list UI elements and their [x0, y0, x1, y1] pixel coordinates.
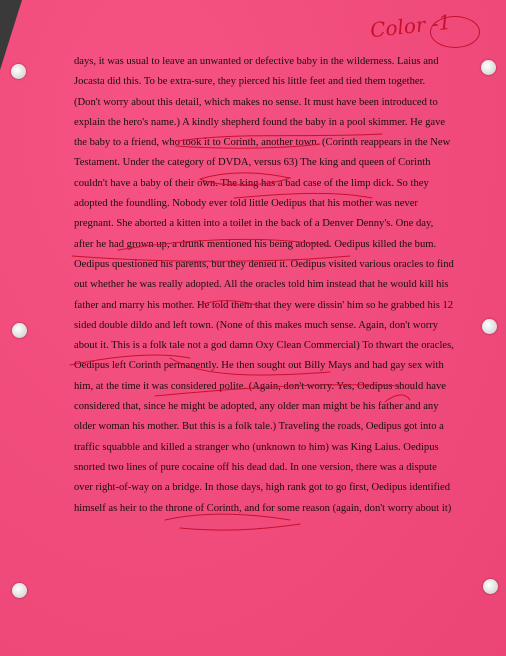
text-line: snorted two lines of pure cocaine off his dead dad. In one version, there was a dispute	[74, 461, 437, 473]
text-line: Jocasta did this. To be extra-sure, they pierced his little feet and tied them together.	[74, 76, 426, 88]
text-line: adopted the foundling. Nobody ever told little Oedipus that his mother was never	[74, 198, 418, 210]
text-line: Oedipus left Corinth permanently. He then sought out Billy Mays and had gay sex with	[74, 360, 444, 372]
text-line: couldn't have a baby of their own. The king has a bad case of the limp dick. So they	[74, 177, 429, 189]
text-line: about it. This is a folk tale not a god damn Oxy Clean Commercial) To thwart the oracles,	[74, 340, 454, 352]
text-line: (Don't worry about this detail, which makes no sense. It must have been introduced to	[74, 96, 438, 108]
text-line: father and marry his mother. He told them that they were dissin' him so he grabbed his 12	[74, 299, 454, 311]
text-line: older woman his mother. But this is a folk tale.) Traveling the roads, Oedipus got into a	[74, 421, 444, 433]
text-line: himself as heir to the throne of Corinth, and for some reason (again, don't worry about it)	[74, 502, 452, 514]
text-line: sided double dildo and left town. (None of this makes much sense. Again, don't worry	[74, 319, 439, 331]
text-line: pregnant. She aborted a kitten into a toilet in the back of a Denver Denny's. One day,	[74, 218, 434, 230]
text-line: after he had grown up, a drunk mentioned his being adopted. Oedipus killed the bum.	[74, 238, 437, 250]
text-line: explain the hero's name.) A kindly shepherd found the baby in a pool skimmer. He gave	[74, 116, 446, 128]
text-line: Testament. Under the category of DVDA, versus 63) The king and queen of Corinth	[74, 157, 431, 169]
text-line: out whether he was really adopted. All the oracles told him instead that he would kill his	[74, 279, 449, 291]
text-line: him, at the time it was considered polite. (Again, don't worry. Yes, Oedipus should have	[74, 380, 446, 392]
text-line: Oedipus questioned his parents, but they denied it. Oedipus visited various oracles to find	[74, 258, 454, 270]
grade-mark: Color -1	[368, 9, 453, 43]
text-line: considered that, since he might be adopted, any older man might be his father and any	[74, 401, 439, 413]
text-line: traffic squabble and killed a stranger who (unknown to him) was King Laius. Oedipus	[74, 441, 439, 453]
text-line: days, it was usual to leave an unwanted or defective baby in the wilderness. Laius and	[74, 56, 439, 67]
text-line: the baby to a friend, who took it to Corinth, another town. (Corinth reappears in the New	[74, 137, 451, 149]
text-line: over right-of-way on a bridge. In those days, high rank got to go first, Oedipus identified	[74, 482, 450, 494]
